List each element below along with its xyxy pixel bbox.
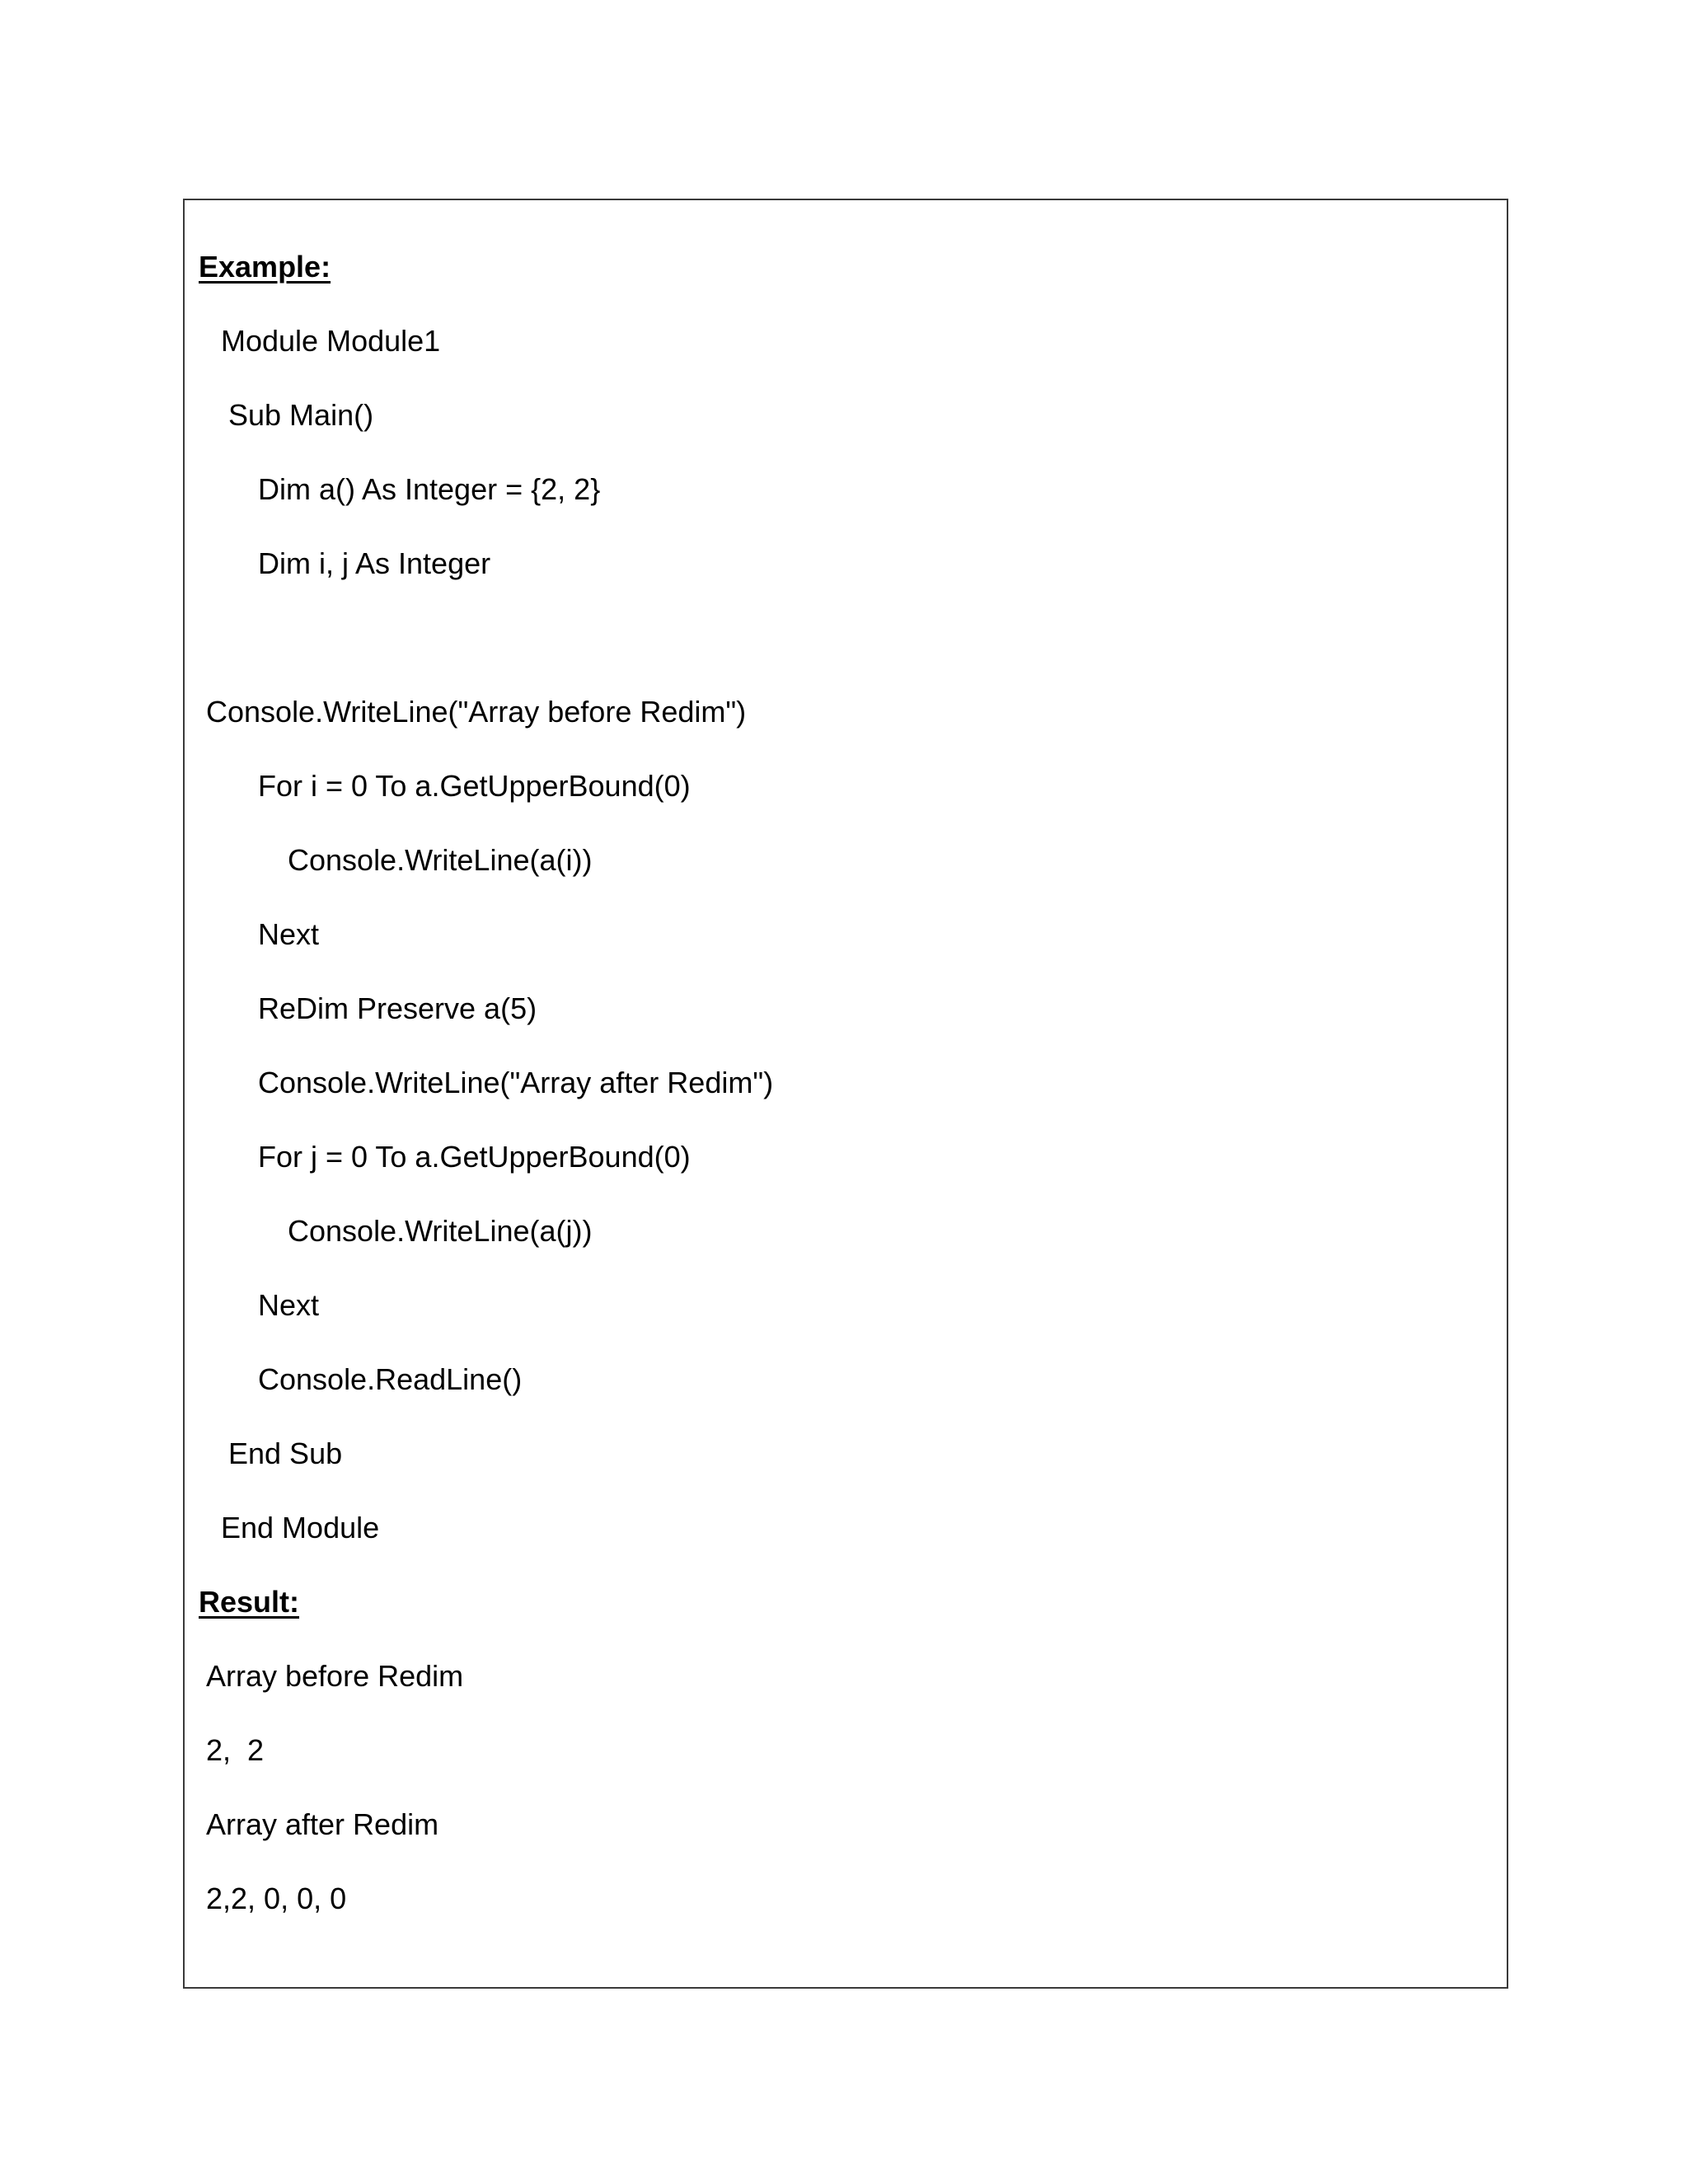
code-line: Sub Main() [228, 398, 374, 432]
code-line: Console.WriteLine(a(j)) [288, 1214, 593, 1248]
example-heading: Example: [199, 250, 331, 284]
code-line: Next [258, 917, 320, 951]
result-line: Array before Redim [206, 1659, 464, 1693]
code-line: Console.WriteLine("Array after Redim") [258, 1066, 774, 1099]
code-line: Console.WriteLine(a(i)) [288, 843, 593, 877]
result-heading: Result: [199, 1585, 300, 1619]
code-line: Module Module1 [221, 324, 441, 358]
code-line: Dim a() As Integer = {2, 2} [258, 472, 601, 506]
code-line: Console.ReadLine() [258, 1362, 523, 1396]
code-line: Console.WriteLine("Array before Redim") [206, 695, 747, 729]
code-line: End Module [221, 1511, 380, 1544]
code-line: ReDim Preserve a(5) [258, 991, 537, 1025]
code-line: Next [258, 1288, 320, 1322]
result-line: 2,2, 0, 0, 0 [206, 1882, 347, 1915]
code-line: End Sub [228, 1436, 343, 1470]
code-line: For i = 0 To a.GetUpperBound(0) [258, 769, 691, 803]
code-line: For j = 0 To a.GetUpperBound(0) [258, 1140, 691, 1174]
result-line: Array after Redim [206, 1807, 439, 1841]
result-line: 2, 2 [206, 1733, 265, 1767]
code-line: Dim i, j As Integer [258, 546, 491, 580]
